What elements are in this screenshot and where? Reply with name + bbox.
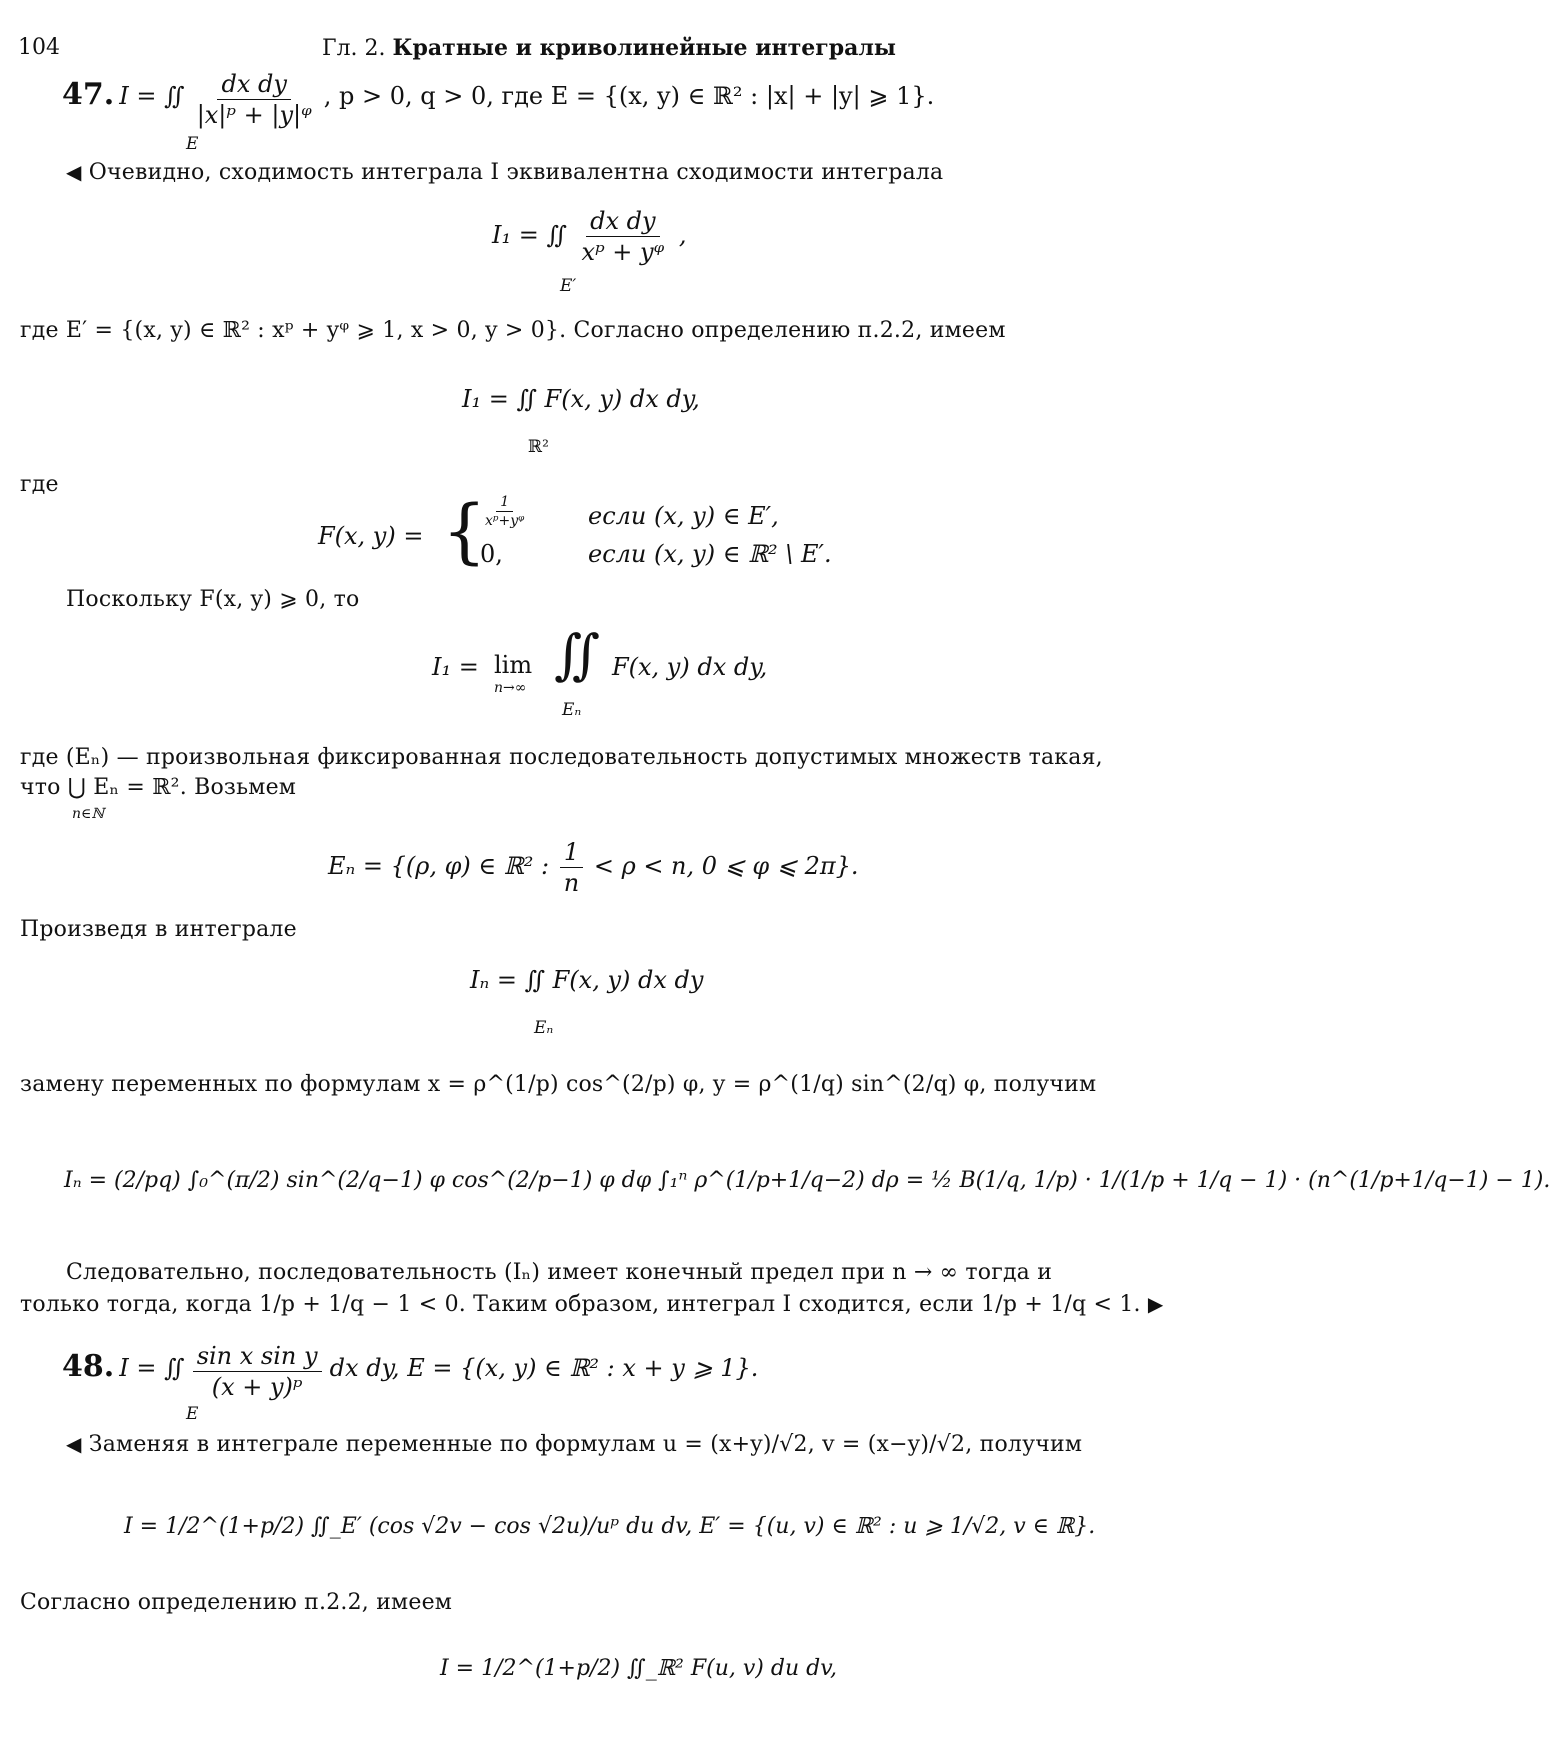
lim-word: lim (494, 651, 533, 679)
problem-47-numerator: dx dy (217, 70, 290, 100)
problem-48 (62, 1342, 758, 1401)
problem-48-integral: I = ∬ (119, 1354, 185, 1382)
solution-48-equation: I = 1/2^(1+p/2) ∬_E′ (cos √2v − cos √2u)/uᵖ du dv, E′ = {(u, v) ∈ ℝ² : u ⩾ 1/√2, v ∈ ℝ}. (124, 1514, 1096, 1539)
substitution-line: замену переменных по формулам x = ρ^(1/p) cos^(2/p) φ, y = ρ^(1/q) sin^(2/q) φ, получим (20, 1072, 1097, 1097)
i1b-lhs: I₁ = ∬ (462, 385, 537, 413)
problem-48-numerator: sin x sin y (193, 1342, 322, 1372)
chapter-number: Гл. 2. (322, 36, 386, 61)
i1-tail: , (678, 221, 687, 249)
problem-48-region: E (186, 1404, 199, 1424)
solution-47-line1: ◀ Очевидно, сходимость интеграла I эквивалентна сходимости интеграла (66, 160, 944, 185)
chapter-title: Кратные и криволинейные интегралы (392, 35, 896, 61)
i1-over-R2 (462, 385, 700, 413)
problem-47-integral: I = ∬ (119, 82, 185, 110)
In-definition (470, 966, 703, 994)
F-case2-condition: если (x, y) ∈ ℝ² \ E′. (588, 540, 832, 568)
lim-subscript: n→∞ (494, 680, 527, 696)
solution-start-icon-48: ◀ (66, 1432, 82, 1456)
solution-start-icon: ◀ (66, 160, 82, 184)
En-lhs: Eₙ = {(ρ, φ) ∈ ℝ² : (328, 852, 550, 880)
lim-lhs: I₁ = (432, 653, 479, 681)
conclusion-line1: Следовательно, последовательность (Iₙ) имеет конечный предел при n → ∞ тогда и (66, 1260, 1053, 1285)
problem-47-fraction (193, 70, 316, 129)
since-line: Поскольку F(x, y) ⩾ 0, то (66, 587, 360, 612)
producing-line: Произведя в интеграле (20, 917, 297, 942)
F-case-1 (478, 494, 531, 529)
i1-region: E′ (560, 276, 577, 296)
gde-label: где (20, 472, 59, 497)
conclusion-line2: только тогда, когда 1/p + 1/q − 1 < 0. Таким образом, интеграл I сходится, если 1/p + 1/q < 1. ▶ (20, 1292, 1164, 1317)
In-evaluation: Iₙ = (2/pq) ∫₀^(π/2) sin^(2/q−1) φ cos^(2/p−1) φ dφ ∫₁ⁿ ρ^(1/p+1/q−2) dρ = ½ B(1/q, 1/p) · 1/(1/p + 1/q − 1) · (n^(1/p+1/q−1) − 1). (64, 1168, 1550, 1193)
page-number: 104 (18, 35, 60, 60)
problem-47-denominator: |x|ᵖ + |y|ᵠ (196, 101, 312, 129)
double-integral-icon: ∬ (554, 623, 600, 686)
En-definition (328, 838, 859, 897)
solution-end-icon: ▶ (1147, 1292, 1164, 1316)
En-fraction: $\frac{1}{n}$ (560, 838, 583, 897)
sequence-subscript: n∈ℕ (72, 806, 105, 822)
i1-lhs: I₁ = ∬ (492, 221, 567, 249)
problem-47-condition: , p > 0, q > 0, где E = {(x, y) ∈ ℝ² : |x| + |y| ⩾ 1}. (323, 82, 935, 110)
En-rhs: < ρ < n, 0 ⩽ φ ⩽ 2π}. (593, 852, 859, 880)
problem-number-47: 47. (62, 77, 115, 112)
In-rhs: F(x, y) dx dy (552, 966, 704, 994)
problem-47-region: E (186, 134, 199, 154)
i1-numerator: dx dy (586, 207, 659, 237)
solution-48-last-equation: I = 1/2^(1+p/2) ∬_ℝ² F(u, v) du dv, (440, 1656, 838, 1681)
problem-47 (62, 70, 934, 129)
left-brace-icon: { (442, 490, 487, 572)
i1b-rhs: F(x, y) dx dy, (544, 385, 700, 413)
F-case1-condition: если (x, y) ∈ E′, (588, 502, 779, 530)
problem-number-48: 48. (62, 1349, 115, 1384)
problem-48-denominator: (x + y)ᵖ (211, 1373, 303, 1401)
F-lhs: F(x, y) = (318, 522, 424, 550)
sequence-line2: что ⋃ Eₙ = ℝ². Возьмем (20, 775, 297, 800)
lim-rhs: F(x, y) dx dy, (612, 653, 768, 681)
problem-48-condition: dx dy, E = {(x, y) ∈ ℝ² : x + y ⩾ 1}. (329, 1354, 759, 1382)
i1b-region: ℝ² (528, 437, 549, 457)
In-region: Eₙ (534, 1018, 554, 1038)
solution-48-line1: ◀ Заменяя в интеграле переменные по формулам u = (x+y)/√2, v = (x−y)/√2, получим (66, 1432, 1083, 1457)
sequence-line1: где (Eₙ) — произвольная фиксированная последовательность допустимых множеств такая, (20, 745, 1103, 770)
where-E-prime: где E′ = {(x, y) ∈ ℝ² : xᵖ + yᵠ ⩾ 1, x > 0, y > 0}. Согласно определению п.2.2, имеем (20, 318, 1006, 343)
lim-region: Eₙ (562, 700, 582, 720)
solution-48-definition: Согласно определению п.2.2, имеем (20, 1590, 453, 1615)
F-case1-fraction: $\frac{1}{\text{xᵖ+yᵠ}}$ (485, 494, 525, 529)
F-case2-value: 0, (480, 540, 503, 568)
i1-definition (492, 207, 686, 266)
problem-48-fraction (193, 1342, 322, 1401)
i1-denominator: xᵖ + yᵠ (581, 238, 665, 266)
In-lhs: Iₙ = ∬ (470, 966, 546, 994)
chapter-label (322, 35, 896, 61)
i1-fraction (578, 207, 669, 266)
